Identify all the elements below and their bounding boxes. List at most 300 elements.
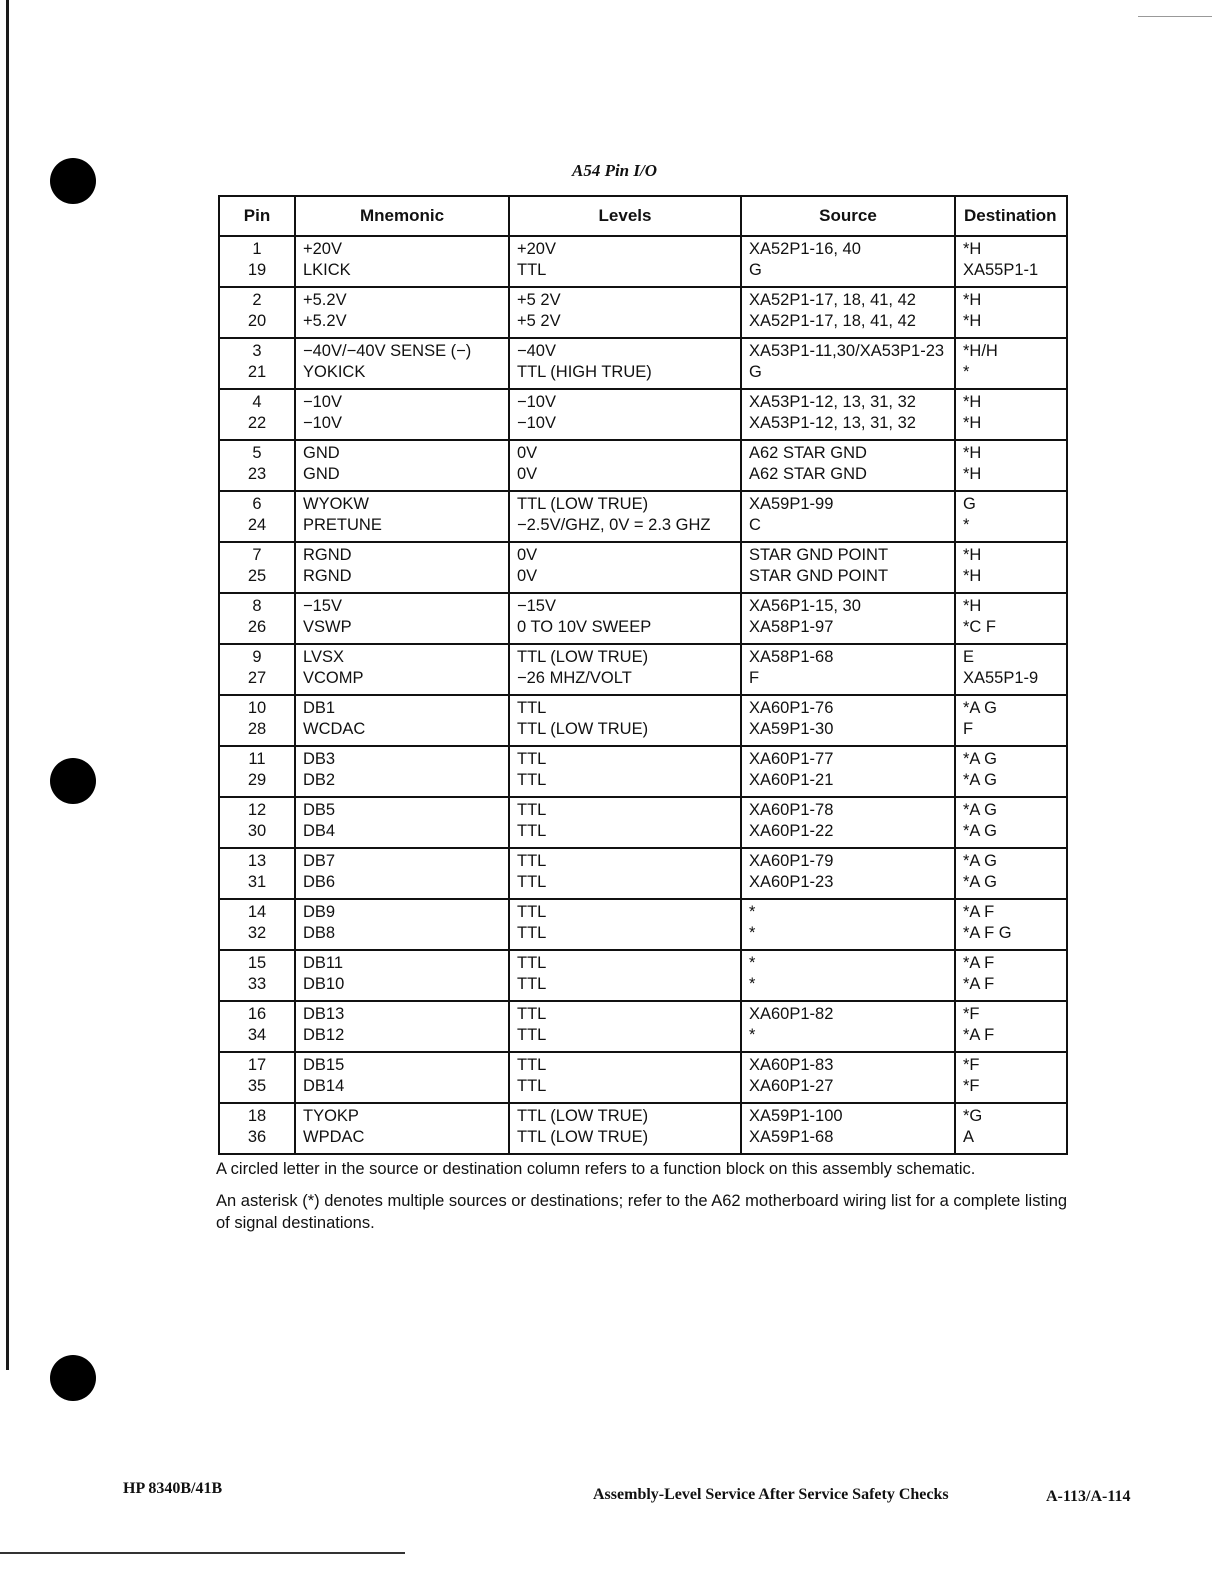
source-cell-line: XA56P1-15, 30 [749, 597, 861, 615]
mnemonic-cell-line: DB2 [303, 771, 336, 789]
destination-cell-line: A [963, 1128, 975, 1146]
source-cell-line: XA53P1-12, 13, 31, 32 [749, 414, 916, 432]
pin-cell-line: 35 [247, 1077, 267, 1095]
pin-cell [219, 338, 295, 389]
destination-cell-line: *A G [963, 852, 997, 870]
table-body [219, 236, 1067, 1154]
mnemonic-cell-line: YOKICK [303, 363, 366, 381]
source-cell-line: XA60P1-21 [749, 771, 834, 789]
destination-cell-line: *H [963, 240, 982, 258]
levels-cell [509, 338, 741, 389]
destination-cell-line: *A G [963, 771, 997, 789]
destination-cell-line: *H [963, 567, 982, 585]
pin-cell-line: 27 [247, 669, 267, 687]
pin-cell-line: 11 [248, 750, 266, 768]
header-destination: Destination [955, 196, 1067, 236]
destination-cell-line: *A F [963, 975, 995, 993]
source-cell-line: A62 STAR GND [749, 465, 867, 483]
pin-cell-line: 8 [252, 597, 262, 615]
table-row [219, 1052, 1067, 1103]
levels-cell-line: +20V [517, 240, 556, 258]
mnemonic-cell-line: WCDAC [303, 720, 366, 738]
destination-cell [955, 491, 1067, 542]
source-cell-line: F [749, 669, 760, 687]
destination-cell [955, 950, 1067, 1001]
destination-cell-line: *H [963, 291, 982, 309]
mnemonic-cell-line: DB4 [303, 822, 336, 840]
destination-cell-line: *A F G [963, 924, 1012, 942]
mnemonic-cell-line: VSWP [303, 618, 352, 636]
table-row [219, 542, 1067, 593]
table-row [219, 593, 1067, 644]
destination-cell-line: *A G [963, 699, 997, 717]
mnemonic-cell [295, 950, 509, 1001]
levels-cell [509, 950, 741, 1001]
levels-cell [509, 491, 741, 542]
destination-cell [955, 1001, 1067, 1052]
source-cell-line: XA60P1-83 [749, 1056, 834, 1074]
mnemonic-cell [295, 746, 509, 797]
pin-cell-line: 10 [247, 699, 267, 717]
footer-model: HP 8340B/41B [123, 1480, 223, 1497]
destination-cell [955, 797, 1067, 848]
mnemonic-cell [295, 797, 509, 848]
source-cell-line: * [749, 975, 756, 993]
pin-cell [219, 644, 295, 695]
destination-cell-line: *H/H [963, 342, 998, 360]
pin-cell [219, 899, 295, 950]
destination-cell-line: *A F [963, 903, 995, 921]
levels-cell [509, 1052, 741, 1103]
levels-cell-line: −26 MHZ/VOLT [517, 669, 632, 687]
pin-cell [219, 1052, 295, 1103]
pin-cell-line: 28 [247, 720, 267, 738]
mnemonic-cell-line: PRETUNE [303, 516, 382, 534]
pin-cell-line: 29 [247, 771, 267, 789]
mnemonic-cell [295, 389, 509, 440]
mnemonic-cell-line: DB13 [303, 1005, 345, 1023]
source-cell [741, 1052, 955, 1103]
pin-cell-line: 12 [247, 801, 267, 819]
levels-cell [509, 797, 741, 848]
levels-cell-line: TTL [517, 903, 547, 921]
source-cell [741, 746, 955, 797]
source-cell-line: A62 STAR GND [749, 444, 867, 462]
destination-cell [955, 542, 1067, 593]
table-row [219, 695, 1067, 746]
pin-cell-line: 36 [247, 1128, 267, 1146]
pin-cell-line: 25 [247, 567, 267, 585]
destination-cell-line: *A G [963, 822, 997, 840]
pin-cell-line: 32 [247, 924, 267, 942]
pin-cell-line: 26 [247, 618, 267, 636]
destination-cell-line: *F [963, 1005, 980, 1023]
table-row [219, 287, 1067, 338]
source-cell-line: XA60P1-27 [749, 1077, 834, 1095]
levels-cell-line: +5 2V [517, 291, 561, 309]
destination-cell-line: *C F [963, 618, 996, 636]
destination-cell-line: *H [963, 312, 982, 330]
mnemonic-cell-line: TYOKP [303, 1107, 359, 1125]
mnemonic-cell [295, 593, 509, 644]
header-pin: Pin [219, 196, 295, 236]
destination-cell-line: *H [963, 597, 982, 615]
mnemonic-cell-line: LKICK [303, 261, 351, 279]
mnemonic-cell [295, 236, 509, 287]
levels-cell-line: TTL [517, 1056, 547, 1074]
levels-cell-line: 0V [517, 444, 538, 462]
levels-cell-line: TTL [517, 873, 547, 891]
mnemonic-cell [295, 695, 509, 746]
pin-cell-line: 34 [247, 1026, 267, 1044]
pin-cell-line: 23 [247, 465, 267, 483]
mnemonic-cell-line: VCOMP [303, 669, 364, 687]
pin-cell [219, 797, 295, 848]
destination-cell [955, 1052, 1067, 1103]
punch-hole-bottom [50, 1355, 96, 1401]
table-row [219, 491, 1067, 542]
destination-cell-line: XA55P1-9 [963, 669, 1039, 687]
destination-cell [955, 338, 1067, 389]
levels-cell-line: TTL [517, 822, 547, 840]
mnemonic-cell [295, 1001, 509, 1052]
destination-cell-line: *H [963, 546, 982, 564]
source-cell-line: XA60P1-79 [749, 852, 834, 870]
source-cell-line: XA59P1-68 [749, 1128, 834, 1146]
source-cell [741, 695, 955, 746]
table-row [219, 644, 1067, 695]
destination-cell [955, 848, 1067, 899]
destination-cell-line: G [963, 495, 976, 513]
source-cell-line: * [749, 903, 756, 921]
mnemonic-cell-line: DB11 [303, 954, 344, 972]
levels-cell-line: TTL (LOW TRUE) [517, 1107, 649, 1125]
source-cell-line: * [749, 954, 756, 972]
pin-cell-line: 22 [247, 414, 267, 432]
notes [216, 1158, 1068, 1244]
source-cell [741, 644, 955, 695]
mnemonic-cell-line: DB12 [303, 1026, 345, 1044]
levels-cell-line: TTL (LOW TRUE) [517, 1128, 649, 1146]
source-cell [741, 440, 955, 491]
source-cell [741, 542, 955, 593]
footer-section: Assembly-Level Service After Service Safety Checks [593, 1486, 949, 1503]
mnemonic-cell-line: DB7 [303, 852, 336, 870]
destination-cell [955, 1103, 1067, 1154]
mnemonic-cell [295, 338, 509, 389]
destination-cell-line: XA55P1-1 [963, 261, 1039, 279]
source-cell [741, 848, 955, 899]
levels-cell-line: TTL (LOW TRUE) [517, 720, 649, 738]
source-cell-line: XA52P1-17, 18, 41, 42 [749, 291, 916, 309]
levels-cell [509, 389, 741, 440]
source-cell-line: XA58P1-68 [749, 648, 834, 666]
destination-cell-line: *A G [963, 873, 997, 891]
levels-cell-line: TTL (LOW TRUE) [517, 648, 649, 666]
source-cell-line: STAR GND POINT [749, 546, 889, 564]
table-row [219, 389, 1067, 440]
table-row [219, 746, 1067, 797]
mnemonic-cell-line: LVSX [303, 648, 344, 666]
pin-cell [219, 1103, 295, 1154]
pin-cell-line: 2 [252, 291, 262, 309]
pin-cell-line: 16 [247, 1005, 267, 1023]
mnemonic-cell-line: DB6 [303, 873, 336, 891]
mnemonic-cell-line: RGND [303, 546, 352, 564]
destination-cell [955, 695, 1067, 746]
levels-cell [509, 542, 741, 593]
levels-cell [509, 848, 741, 899]
mnemonic-cell-line: −10V [303, 414, 342, 432]
mnemonic-cell [295, 287, 509, 338]
note-asterisk: An asterisk (*) denotes multiple sources or destinations; refer to the A62 motherboard wiring list for a complete listing of signal destinations. [216, 1192, 1068, 1232]
pin-cell-line: 24 [247, 516, 267, 534]
levels-cell-line: TTL [517, 801, 547, 819]
pin-cell-line: 19 [247, 261, 267, 279]
mnemonic-cell [295, 644, 509, 695]
destination-cell-line: * [963, 516, 970, 534]
destination-cell-line: *G [963, 1107, 983, 1125]
levels-cell-line: −10V [517, 393, 556, 411]
mnemonic-cell-line: −40V/−40V SENSE (−) [303, 342, 472, 360]
pin-cell [219, 695, 295, 746]
destination-cell [955, 287, 1067, 338]
note-circled-letter: A circled letter in the source or destination column refers to a function block on this assembly schematic. [216, 1160, 976, 1178]
table-row [219, 950, 1067, 1001]
levels-cell-line: 0V [517, 567, 538, 585]
levels-cell-line: TTL [517, 924, 547, 942]
pin-cell [219, 848, 295, 899]
destination-cell [955, 236, 1067, 287]
binding-edge-line [6, 0, 9, 1370]
mnemonic-cell-line: DB10 [303, 975, 345, 993]
source-cell [741, 1103, 955, 1154]
mnemonic-cell-line: GND [303, 465, 340, 483]
top-right-rule [1138, 16, 1212, 17]
destination-cell [955, 389, 1067, 440]
table-row [219, 236, 1067, 287]
levels-cell-line: TTL (HIGH TRUE) [517, 363, 652, 381]
source-cell [741, 797, 955, 848]
source-cell [741, 389, 955, 440]
source-cell [741, 899, 955, 950]
mnemonic-cell-line: DB9 [303, 903, 336, 921]
source-cell-line: * [749, 1026, 756, 1044]
levels-cell-line: TTL [517, 1077, 547, 1095]
mnemonic-cell [295, 848, 509, 899]
mnemonic-cell-line: DB1 [303, 699, 336, 717]
pin-cell-line: 18 [247, 1107, 267, 1125]
destination-cell-line: F [963, 720, 974, 738]
source-cell-line: XA60P1-77 [749, 750, 834, 768]
destination-cell-line: *F [963, 1056, 980, 1074]
levels-cell-line: TTL [517, 954, 547, 972]
source-cell-line: XA59P1-30 [749, 720, 834, 738]
levels-cell-line: +5 2V [517, 312, 561, 330]
destination-cell [955, 899, 1067, 950]
levels-cell-line: TTL [517, 699, 547, 717]
levels-cell-line: 0 TO 10V SWEEP [517, 618, 652, 636]
source-cell [741, 593, 955, 644]
mnemonic-cell-line: −15V [303, 597, 342, 615]
pin-cell-line: 7 [252, 546, 262, 564]
source-cell [741, 287, 955, 338]
destination-cell [955, 644, 1067, 695]
destination-cell-line: *A F [963, 1026, 995, 1044]
destination-cell-line: *H [963, 393, 982, 411]
levels-cell [509, 695, 741, 746]
table-row [219, 899, 1067, 950]
source-cell-line: STAR GND POINT [749, 567, 889, 585]
source-cell [741, 950, 955, 1001]
levels-cell-line: 0V [517, 465, 538, 483]
destination-cell-line: E [963, 648, 975, 666]
mnemonic-cell-line: RGND [303, 567, 352, 585]
levels-cell [509, 440, 741, 491]
source-cell-line: XA58P1-97 [749, 618, 834, 636]
destination-cell-line: *H [963, 465, 982, 483]
table-row [219, 338, 1067, 389]
mnemonic-cell [295, 542, 509, 593]
pin-cell-line: 9 [252, 648, 262, 666]
source-cell-line: XA60P1-78 [749, 801, 834, 819]
footer-page-number: A-113/A-114 [1046, 1488, 1131, 1505]
header-mnemonic: Mnemonic [295, 196, 509, 236]
punch-hole-middle [50, 758, 96, 804]
source-cell-line: XA53P1-11,30/XA53P1-23 [749, 342, 945, 360]
table-row [219, 797, 1067, 848]
table-row [219, 848, 1067, 899]
pin-cell-line: 20 [247, 312, 267, 330]
source-cell-line: XA60P1-76 [749, 699, 834, 717]
levels-cell-line: TTL [517, 1026, 547, 1044]
destination-cell [955, 440, 1067, 491]
destination-cell-line: *F [963, 1077, 980, 1095]
source-cell-line: XA52P1-17, 18, 41, 42 [749, 312, 916, 330]
levels-cell-line: TTL [517, 261, 547, 279]
mnemonic-cell [295, 1052, 509, 1103]
mnemonic-cell-line: WYOKW [303, 495, 369, 513]
pin-cell-line: 13 [247, 852, 267, 870]
pin-cell [219, 389, 295, 440]
levels-cell-line: TTL [517, 975, 547, 993]
pin-cell-line: 21 [247, 363, 267, 381]
mnemonic-cell-line: DB8 [303, 924, 336, 942]
destination-cell-line: * [963, 363, 970, 381]
mnemonic-cell-line: +5.2V [303, 291, 347, 309]
pin-cell-line: 6 [252, 495, 262, 513]
pin-cell [219, 236, 295, 287]
levels-cell-line: −40V [517, 342, 556, 360]
destination-cell-line: *H [963, 444, 982, 462]
source-cell [741, 491, 955, 542]
levels-cell [509, 236, 741, 287]
pin-cell [219, 593, 295, 644]
mnemonic-cell-line: DB15 [303, 1056, 345, 1074]
mnemonic-cell-line: DB3 [303, 750, 336, 768]
levels-cell [509, 644, 741, 695]
mnemonic-cell-line: DB14 [303, 1077, 345, 1095]
pin-cell [219, 950, 295, 1001]
source-cell-line: XA52P1-16, 40 [749, 240, 861, 258]
source-cell-line: G [749, 363, 762, 381]
levels-cell [509, 287, 741, 338]
mnemonic-cell [295, 899, 509, 950]
levels-cell [509, 899, 741, 950]
levels-cell-line: −2.5V/GHZ, 0V = 2.3 GHZ [517, 516, 711, 534]
bottom-rule [0, 1552, 405, 1554]
source-cell-line: G [749, 261, 762, 279]
pin-cell [219, 287, 295, 338]
source-cell-line: XA60P1-22 [749, 822, 834, 840]
mnemonic-cell [295, 1103, 509, 1154]
destination-cell-line: *A F [963, 954, 995, 972]
pin-cell-line: 1 [252, 240, 262, 258]
mnemonic-cell [295, 440, 509, 491]
table-row [219, 1001, 1067, 1052]
destination-cell-line: *H [963, 414, 982, 432]
pin-cell-line: 33 [247, 975, 267, 993]
source-cell-line: XA59P1-100 [749, 1107, 843, 1125]
pin-cell-line: 3 [252, 342, 262, 360]
pin-cell-line: 17 [247, 1056, 267, 1074]
levels-cell-line: TTL [517, 750, 547, 768]
source-cell-line: C [749, 516, 761, 534]
mnemonic-cell-line: WPDAC [303, 1128, 365, 1146]
pin-cell-line: 4 [252, 393, 262, 411]
pin-cell [219, 542, 295, 593]
levels-cell-line: −10V [517, 414, 556, 432]
table-row [219, 1103, 1067, 1154]
source-cell-line: XA59P1-99 [749, 495, 834, 513]
pin-cell-line: 30 [247, 822, 267, 840]
header-source: Source [741, 196, 955, 236]
pin-cell [219, 1001, 295, 1052]
levels-cell [509, 1001, 741, 1052]
pin-cell [219, 440, 295, 491]
source-cell-line: * [749, 924, 756, 942]
source-cell-line: XA53P1-12, 13, 31, 32 [749, 393, 916, 411]
source-cell [741, 338, 955, 389]
source-cell-line: XA60P1-23 [749, 873, 834, 891]
mnemonic-cell-line: −10V [303, 393, 342, 411]
mnemonic-cell-line: GND [303, 444, 340, 462]
source-cell [741, 1001, 955, 1052]
source-cell-line: XA60P1-82 [749, 1005, 834, 1023]
levels-cell-line: 0V [517, 546, 538, 564]
mnemonic-cell [295, 491, 509, 542]
levels-cell-line: TTL [517, 852, 547, 870]
destination-cell [955, 593, 1067, 644]
table-row [219, 440, 1067, 491]
mnemonic-cell-line: +20V [303, 240, 342, 258]
table-title: A54 Pin I/O [571, 161, 658, 180]
pin-io-table [218, 195, 1068, 1155]
pin-cell [219, 491, 295, 542]
levels-cell [509, 1103, 741, 1154]
pin-cell-line: 15 [247, 954, 267, 972]
pin-cell [219, 746, 295, 797]
pin-cell-line: 31 [247, 873, 267, 891]
pin-cell-line: 5 [252, 444, 262, 462]
levels-cell-line: TTL [517, 1005, 547, 1023]
destination-cell [955, 746, 1067, 797]
levels-cell [509, 593, 741, 644]
levels-cell [509, 746, 741, 797]
mnemonic-cell-line: +5.2V [303, 312, 347, 330]
table-header-row [219, 196, 1067, 236]
destination-cell-line: *A G [963, 750, 997, 768]
